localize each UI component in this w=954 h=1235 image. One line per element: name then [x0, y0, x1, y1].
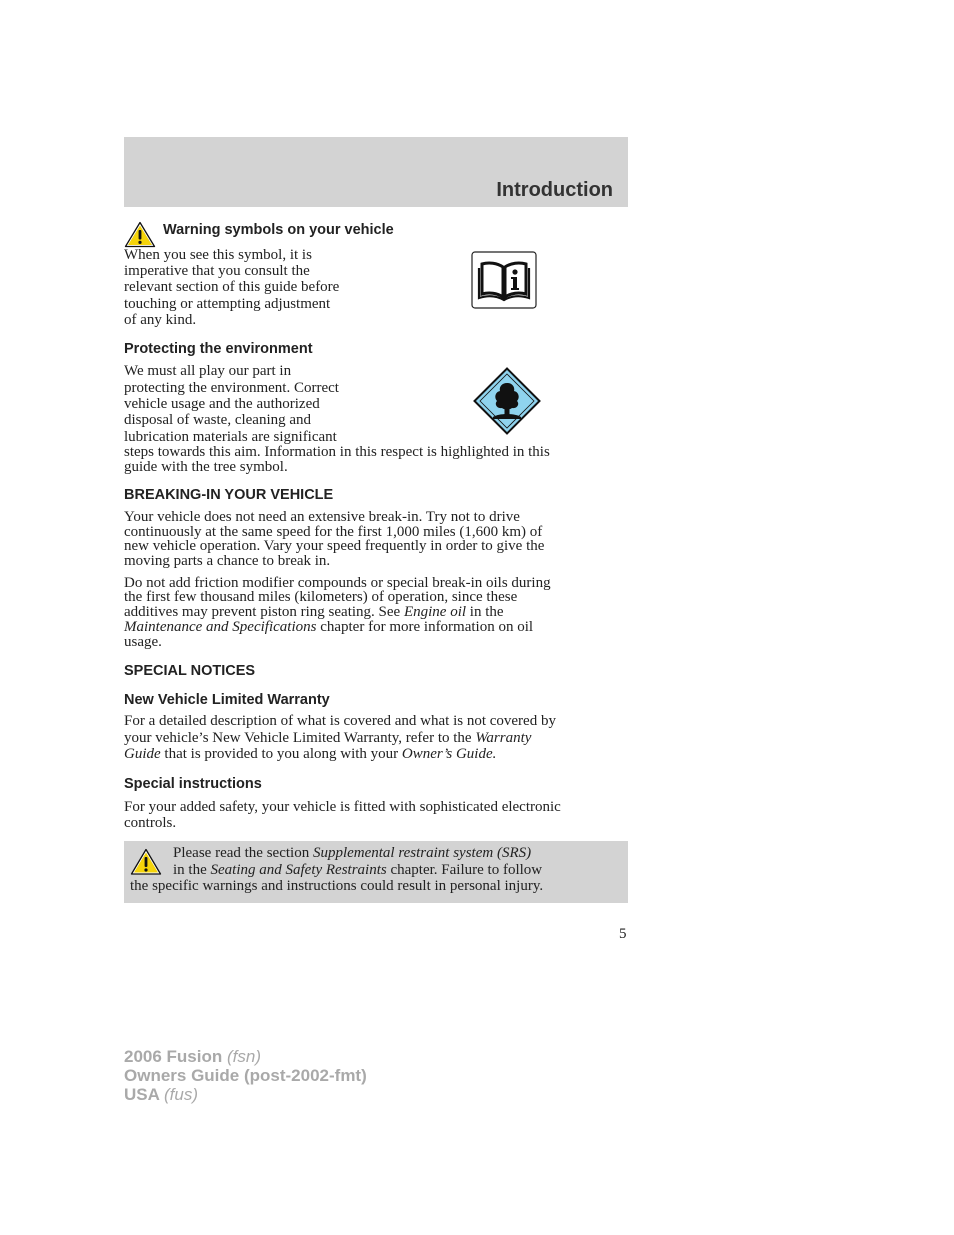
breaking-in-p2-line-3-pre: additives may prevent piston ring seating. See: [124, 604, 404, 620]
footer-guide-type: Owners Guide (post-2002-fmt): [124, 1066, 367, 1085]
instructions-line-1: For your added safety, your vehicle is fitted with sophisticated electronic: [124, 799, 561, 815]
footer-line-2: [124, 1066, 367, 1085]
breaking-in-p2-line-4: [124, 620, 533, 635]
environment-line-6: steps towards this aim. Information in this respect is highlighted in this: [124, 444, 550, 460]
breaking-in-line-4: moving parts a chance to break in.: [124, 553, 331, 569]
seating-chapter-reference: Seating and Safety Restraints: [210, 862, 387, 878]
warning-notice-box: [124, 841, 628, 903]
footer-line-3: [124, 1085, 367, 1104]
environment-tree-icon: [473, 367, 541, 435]
section-heading-warning-symbols: Warning symbols on your vehicle: [163, 222, 394, 238]
breaking-in-line-3: new vehicle operation. Vary your speed frequently in order to give the: [124, 538, 545, 554]
owner-guide-book-icon: [471, 251, 537, 309]
environment-line-4: disposal of waste, cleaning and: [124, 412, 312, 428]
section-heading-breaking-in: BREAKING-IN YOUR VEHICLE: [124, 487, 334, 503]
environment-line-7: guide with the tree symbol.: [124, 459, 288, 475]
instructions-line-2: controls.: [124, 815, 177, 831]
warning-symbols-line-4: touching or attempting adjustment: [124, 296, 331, 312]
section-heading-warranty: New Vehicle Limited Warranty: [124, 692, 330, 708]
section-heading-special-instructions: Special instructions: [124, 776, 262, 792]
breaking-in-line-2: continuously at the same speed for the first 1,000 miles (1,600 km) of: [124, 524, 543, 540]
warranty-line-2: [124, 731, 531, 746]
warning-triangle-icon: [130, 848, 162, 876]
warning-symbols-line-5: of any kind.: [124, 312, 197, 328]
environment-line-1: We must all play our part in: [124, 363, 292, 379]
warning-symbols-line-1: When you see this symbol, it is: [124, 247, 312, 263]
warning-symbols-line-3: relevant section of this guide before: [124, 279, 340, 295]
notice-line-1-pre: Please read the section: [173, 845, 313, 861]
notice-line-1: [173, 846, 531, 861]
breaking-in-p2-line-2: the first few thousand miles (kilometers) of operation, since these: [124, 589, 518, 605]
environment-line-3: vehicle usage and the authorized: [124, 396, 320, 412]
notice-line-3: the specific warnings and instructions could result in personal injury.: [130, 878, 544, 894]
environment-line-5: lubrication materials are significant: [124, 429, 337, 445]
breaking-in-line-1: Your vehicle does not need an extensive break-in. Try not to drive: [124, 509, 520, 525]
maintenance-chapter-reference: Maintenance and Specifications: [124, 619, 317, 635]
warranty-line-2-pre: your vehicle’s New Vehicle Limited Warranty, refer to the: [124, 730, 476, 746]
notice-line-2: [173, 863, 542, 878]
warranty-guide-reference-part-2: Guide: [124, 746, 161, 762]
warranty-line-3-mid: that is provided to you along with your: [160, 746, 402, 762]
breaking-in-p2-line-3-post: in the: [466, 604, 504, 620]
notice-line-2-post: chapter. Failure to follow: [386, 862, 543, 878]
owners-guide-reference: Owner’s Guide.: [401, 746, 497, 762]
breaking-in-p2-line-4-post: chapter for more information on oil: [316, 619, 534, 635]
engine-oil-reference: Engine oil: [403, 604, 467, 620]
warranty-line-3: [124, 747, 496, 762]
page-number: 5: [619, 926, 627, 942]
warning-triangle-icon: [124, 221, 156, 248]
notice-line-2-pre: in the: [173, 862, 211, 878]
warning-symbols-line-2: imperative that you consult the: [124, 263, 310, 279]
header-band: [124, 137, 628, 207]
footer-market: USA: [124, 1085, 160, 1104]
footer-line-1: [124, 1047, 367, 1066]
environment-line-2: protecting the environment. Correct: [124, 380, 339, 396]
section-heading-special-notices: SPECIAL NOTICES: [124, 663, 256, 679]
warranty-guide-reference-part-1: Warranty: [475, 730, 532, 746]
page-title: Introduction: [496, 179, 613, 201]
breaking-in-p2-line-5: usage.: [124, 634, 162, 650]
srs-section-reference: Supplemental restraint system (SRS): [312, 845, 532, 861]
footer-model-code: (fsn): [227, 1047, 261, 1066]
breaking-in-p2-line-1: Do not add friction modifier compounds or special break-in oils during: [124, 575, 551, 591]
section-heading-environment: Protecting the environment: [124, 341, 313, 357]
footer-doc-info: [124, 1047, 367, 1104]
footer-market-code: (fus): [164, 1085, 198, 1104]
footer-model: 2006 Fusion: [124, 1047, 223, 1066]
warranty-line-1: For a detailed description of what is covered and what is not covered by: [124, 713, 556, 729]
breaking-in-p2-line-3: [124, 605, 504, 620]
